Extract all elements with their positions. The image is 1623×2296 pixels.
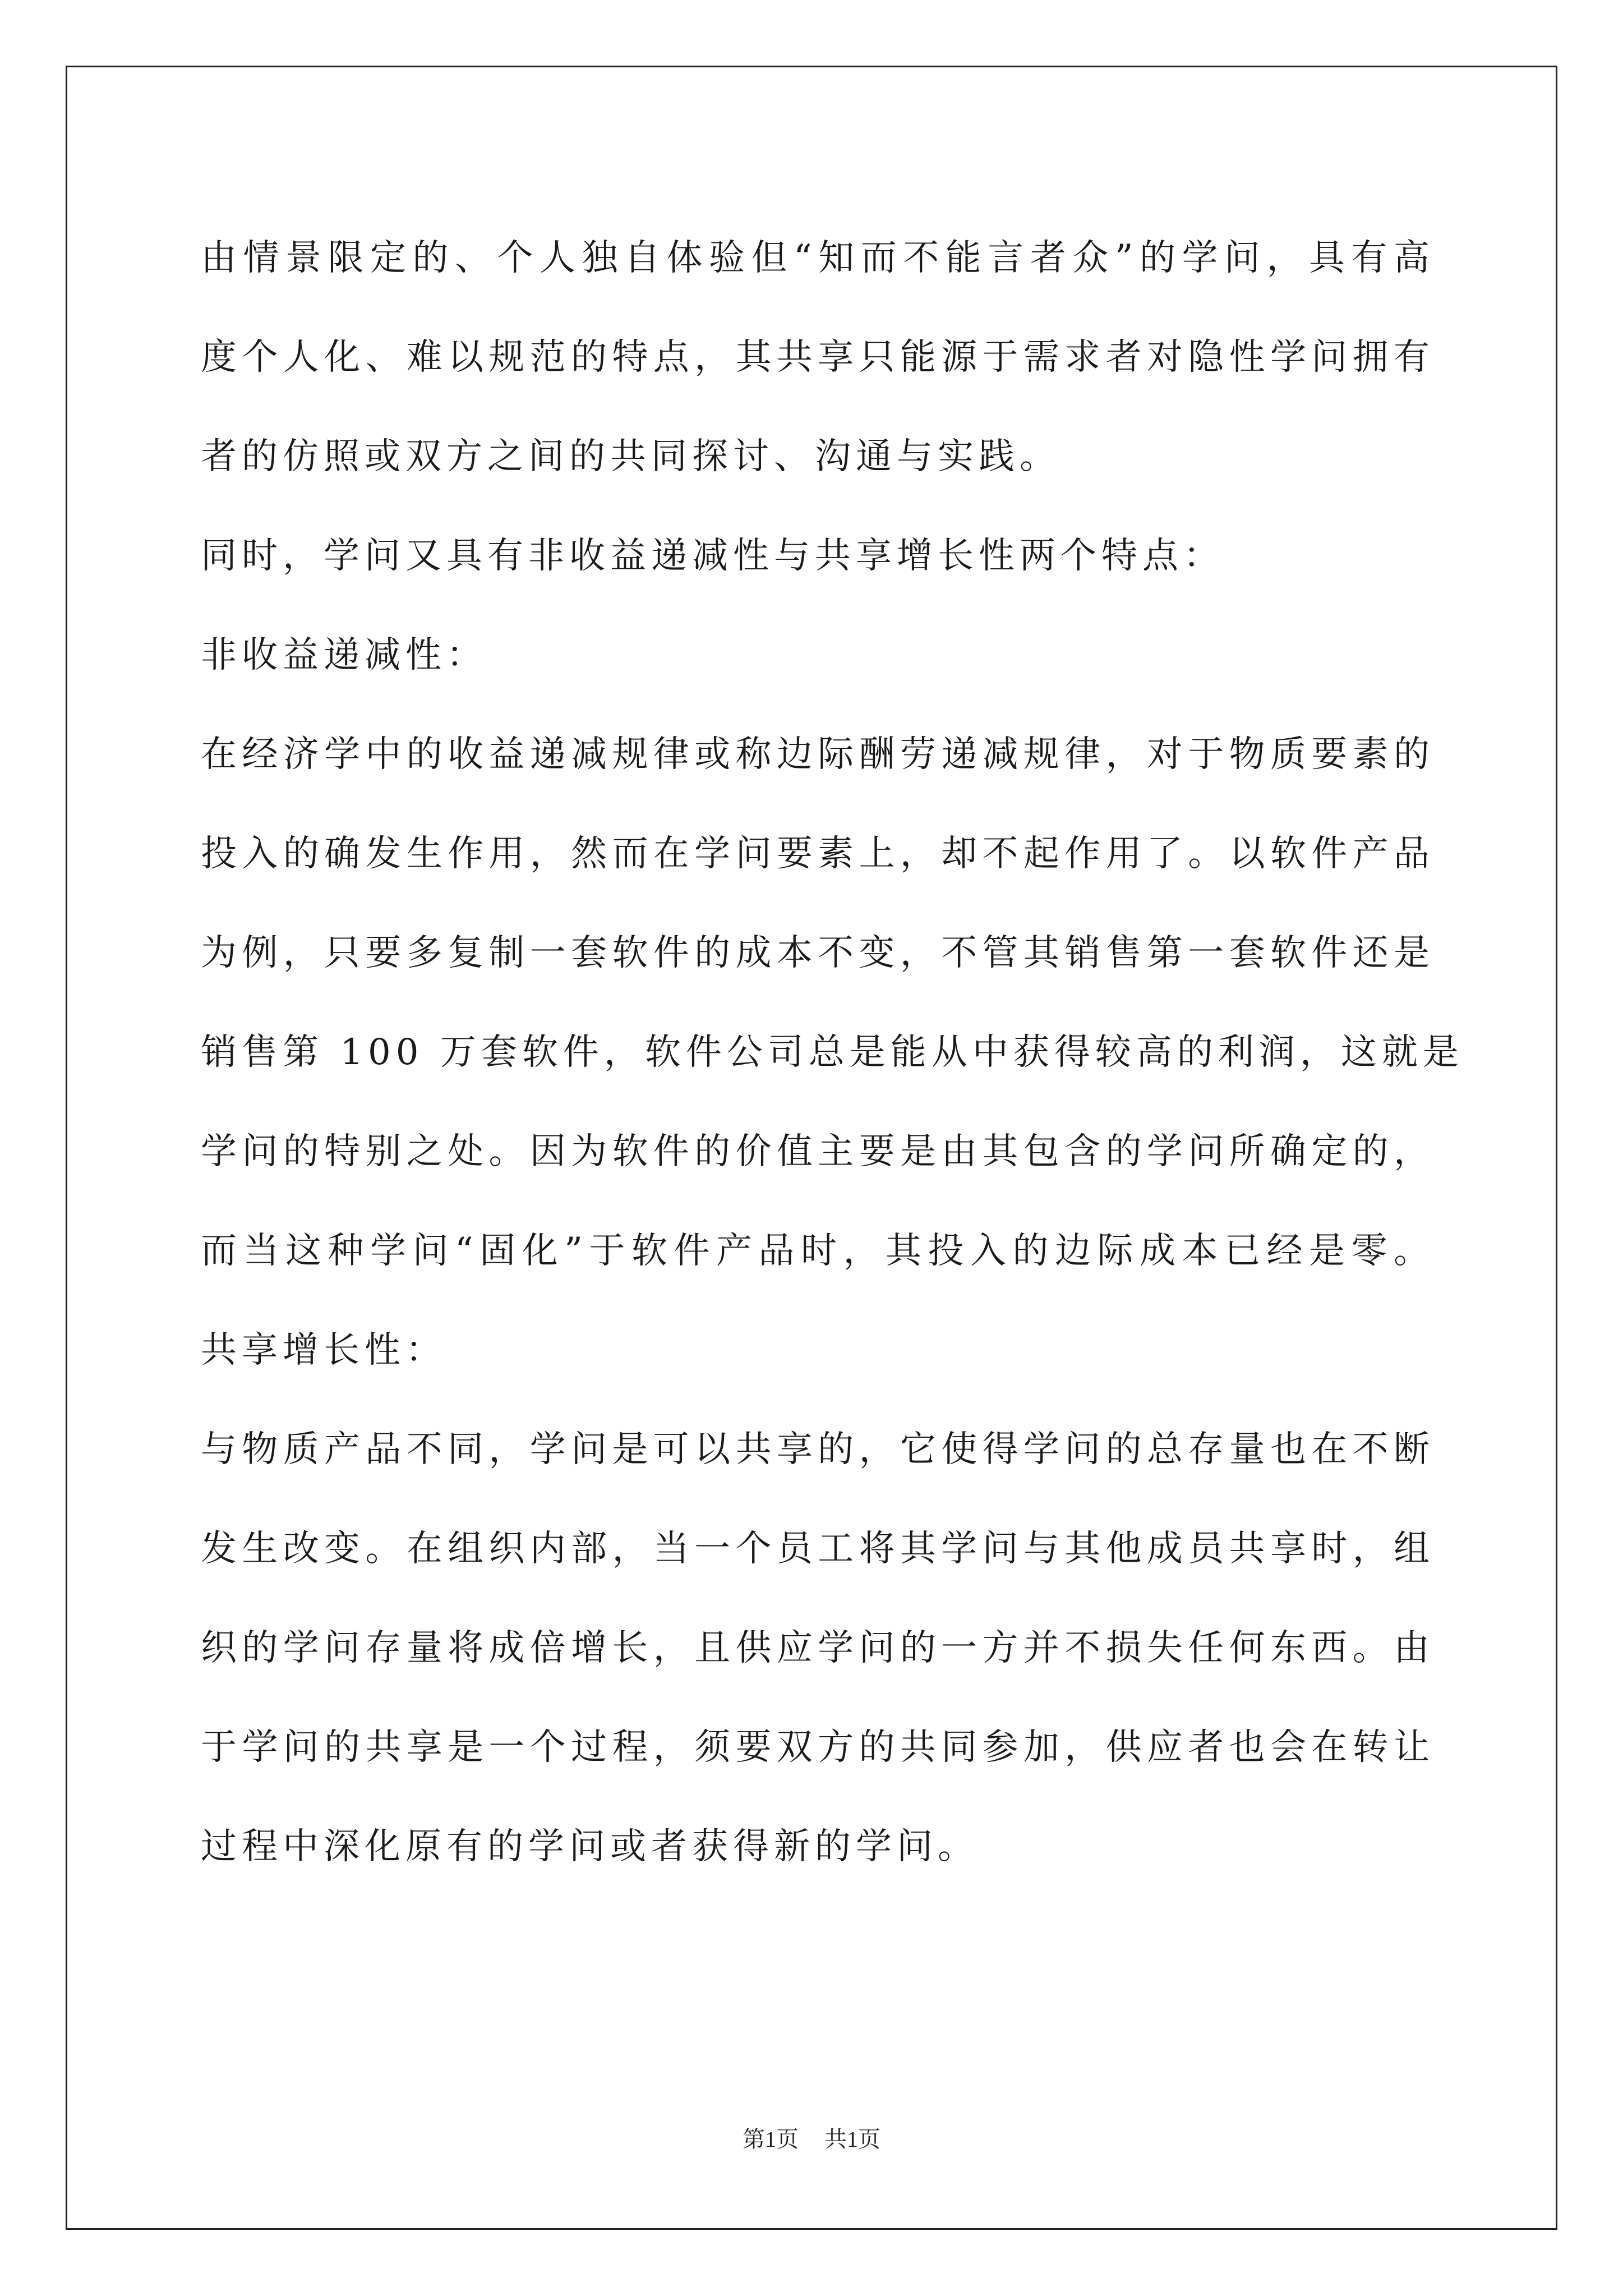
text-line: 发生改变。在组织内部，当一个员工将其学问与其他成员共享时，组 [201,1528,1435,1570]
section-heading: 共享增长性： [201,1329,446,1371]
text-line: 投入的确发生作用，然而在学问要素上，却不起作用了。以软件产品 [201,833,1435,875]
text-line: 销售第 100 万套软件，软件公司总是能从中获得较高的利润，这就是 [201,1032,1464,1073]
text-line: 同时，学问又具有非收益递减性与共享增长性两个特点： [201,535,1224,577]
page-footer [0,2124,1623,2155]
text-line: 度个人化、难以规范的特点，其共享只能源于需求者对隐性学问拥有 [201,337,1435,378]
page-number: 第1页 [743,2127,799,2152]
text-line: 过程中深化原有的学问或者获得新的学问。 [201,1826,979,1867]
text-line: 由情景限定的、个人独自体验但“知而不能言者众”的学问，具有高 [201,237,1435,279]
text-line: 在经济学中的收益递减规律或称边际酬劳递减规律，对于物质要素的 [201,734,1435,775]
text-line: 而当这种学问“固化”于软件产品时，其投入的边际成本已经是零。 [201,1230,1435,1272]
text-line: 者的仿照或双方之间的共同探讨、沟通与实践。 [201,436,1061,477]
text-line: 织的学问存量将成倍增长，且供应学问的一方并不损失任何东西。由 [201,1627,1435,1669]
text-line: 学问的特别之处。因为软件的价值主要是由其包含的学问所确定的， [201,1131,1435,1172]
text-line: 于学问的共享是一个过程，须要双方的共同参加，供应者也会在转让 [201,1727,1435,1768]
text-line: 为例，只要多复制一套软件的成本不变，不管其销售第一套软件还是 [201,932,1435,974]
section-heading: 非收益递减性： [201,634,487,676]
page-total: 共1页 [824,2127,880,2152]
text-line: 与物质产品不同，学问是可以共享的，它使得学问的总存量也在不断 [201,1429,1435,1470]
document-body [201,209,1464,1897]
